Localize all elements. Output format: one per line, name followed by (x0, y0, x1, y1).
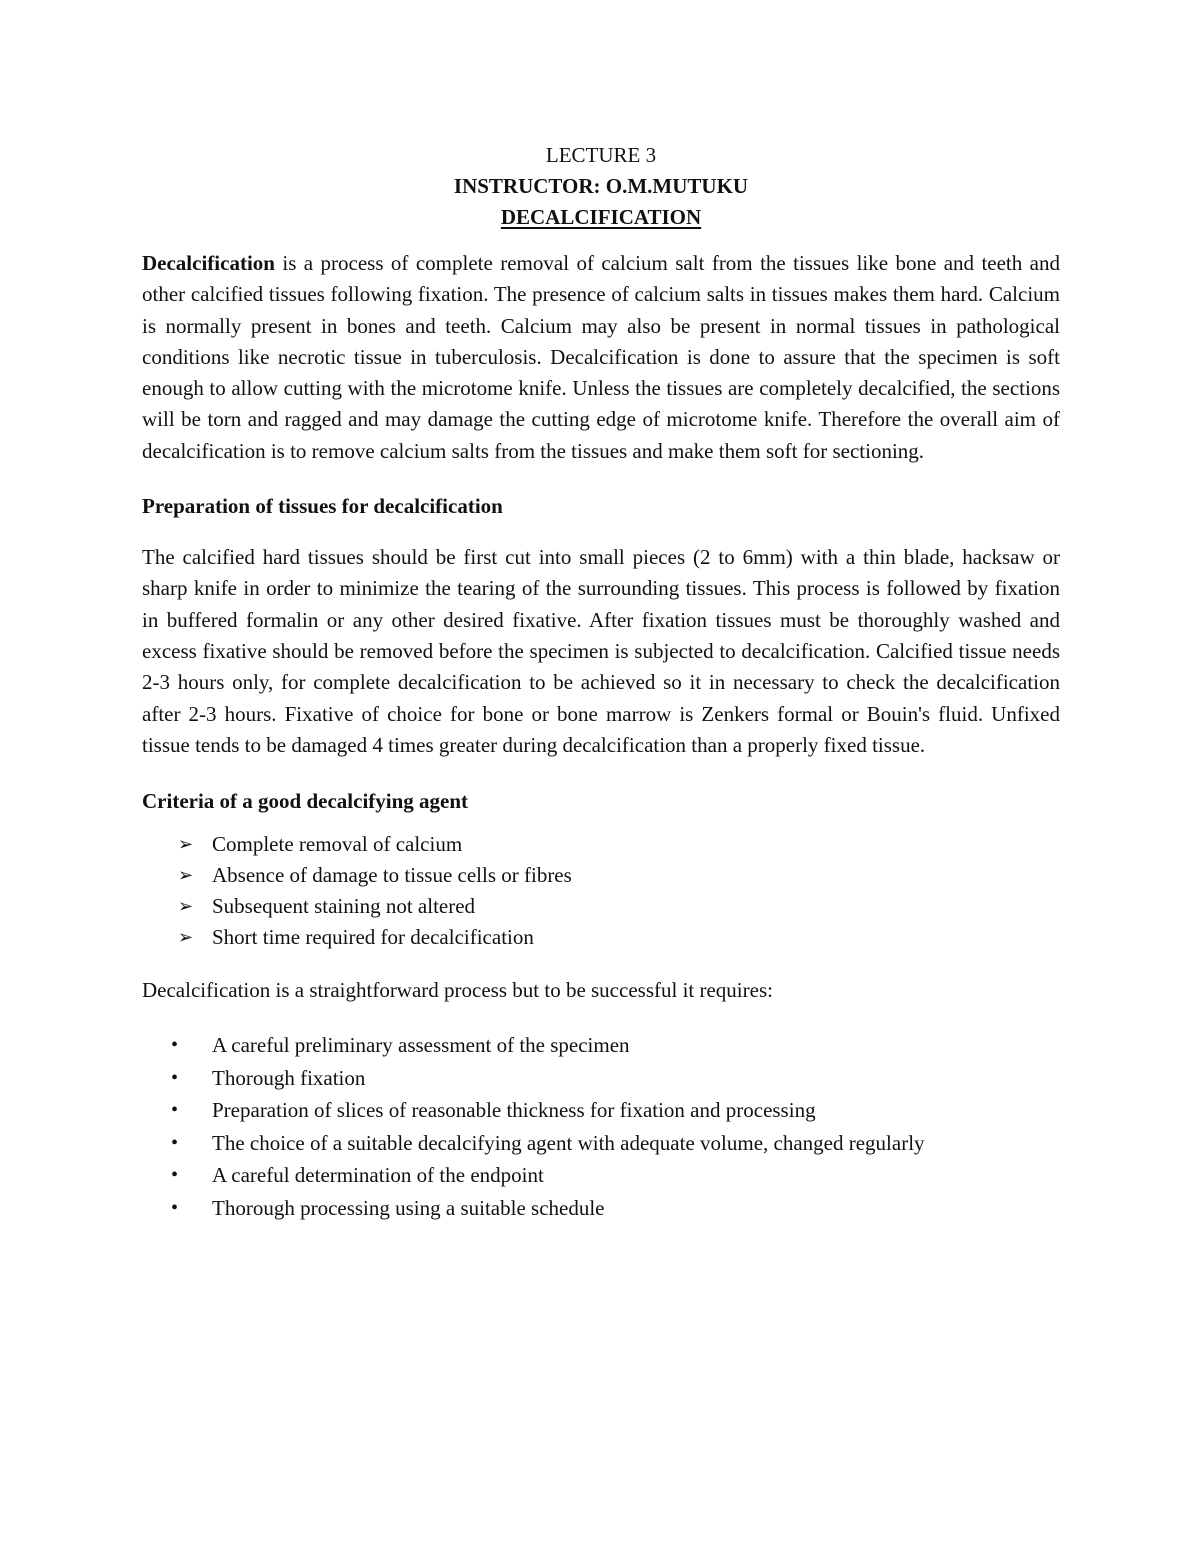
instructor-name: INSTRUCTOR: O.M.MUTUKU (453, 174, 749, 198)
list-item: ➢ Short time required for decalcification (142, 922, 1060, 953)
list-item: • A careful preliminary assessment of the specimen (142, 1029, 1060, 1062)
arrow-bullet-icon: ➢ (178, 927, 194, 949)
arrow-bullet-icon: ➢ (178, 896, 194, 918)
bullet-dot-icon: • (171, 1164, 179, 1187)
list-item: • The choice of a suitable decalcifying agent with adequate volume, changed regularly (142, 1127, 1060, 1160)
bullet-dot-icon: • (171, 1066, 179, 1089)
arrow-bullet-icon: ➢ (178, 865, 194, 887)
arrow-bullet-icon: ➢ (178, 834, 194, 856)
list-item: • Thorough processing using a suitable schedule (142, 1192, 1060, 1225)
list-item: • Thorough fixation (142, 1062, 1060, 1095)
bullet-dot-icon: • (171, 1034, 179, 1057)
criteria-list (142, 829, 1060, 953)
list-item: ➢ Absence of damage to tissue cells or fibres (142, 860, 1060, 891)
intro-paragraph (142, 248, 1060, 467)
bullet-dot-icon: • (171, 1099, 179, 1122)
list-item: ➢ Complete removal of calcium (142, 829, 1060, 860)
lecture-topic-title: DECALCIFICATION (500, 205, 702, 229)
requirements-list (142, 1029, 1060, 1224)
preparation-paragraph: The calcified hard tissues should be first cut into small pieces (2 to 6mm) with a thin blade, hacksaw or sharp knife in order to minimize the tearing of the surrounding tissues. This process is followed by fixation in buffered formalin or any other desired fixative. After fixation tissues must be thoroughly washed and excess fixative should be removed before the specimen is subjected to decalcification. Calcified tissue needs 2-3 hours only, for complete decalcification to be achieved so it in necessary to check the decalcification after 2-3 hours. Fixative of choice for bone or bone marrow is Zenkers formal or Bouin's fluid. Unfixed tissue tends to be damaged 4 times greater during decalcification than a properly fixed tissue. (142, 545, 1060, 757)
lecture-number: LECTURE 3 (545, 143, 657, 167)
bullet-dot-icon: • (171, 1131, 179, 1154)
list-item: • Preparation of slices of reasonable thickness for fixation and processing (142, 1094, 1060, 1127)
preparation-heading: Preparation of tissues for decalcification (142, 494, 503, 519)
requirements-lead: Decalcification is a straightforward process but to be successful it requires: (142, 978, 773, 1003)
list-item: ➢ Subsequent staining not altered (142, 891, 1060, 922)
bullet-dot-icon: • (171, 1196, 179, 1219)
list-item: • A careful determination of the endpoint (142, 1159, 1060, 1192)
criteria-heading: Criteria of a good decalcifying agent (142, 789, 469, 814)
document-page (142, 140, 1060, 1224)
document-header (142, 140, 1060, 233)
intro-term: Decalcification (142, 251, 275, 275)
intro-text: is a process of complete removal of calcium salt from the tissues like bone and teeth and other calcified tissues following fixation. The presence of calcium salts in tissues makes them hard. Calcium is normally present in bones and teeth. Calcium may also be present in normal tissues in pathological conditions like necrotic tissue in tuberculosis. Decalcification is done to assure that the specimen is soft enough to allow cutting with the microtome knife. Unless the tissues are completely decalcified, the sections will be torn and ragged and may damage the cutting edge of microtome knife. Therefore the overall aim of decalcification is to remove calcium salts from the tissues and make them soft for sectioning. (142, 251, 1060, 463)
